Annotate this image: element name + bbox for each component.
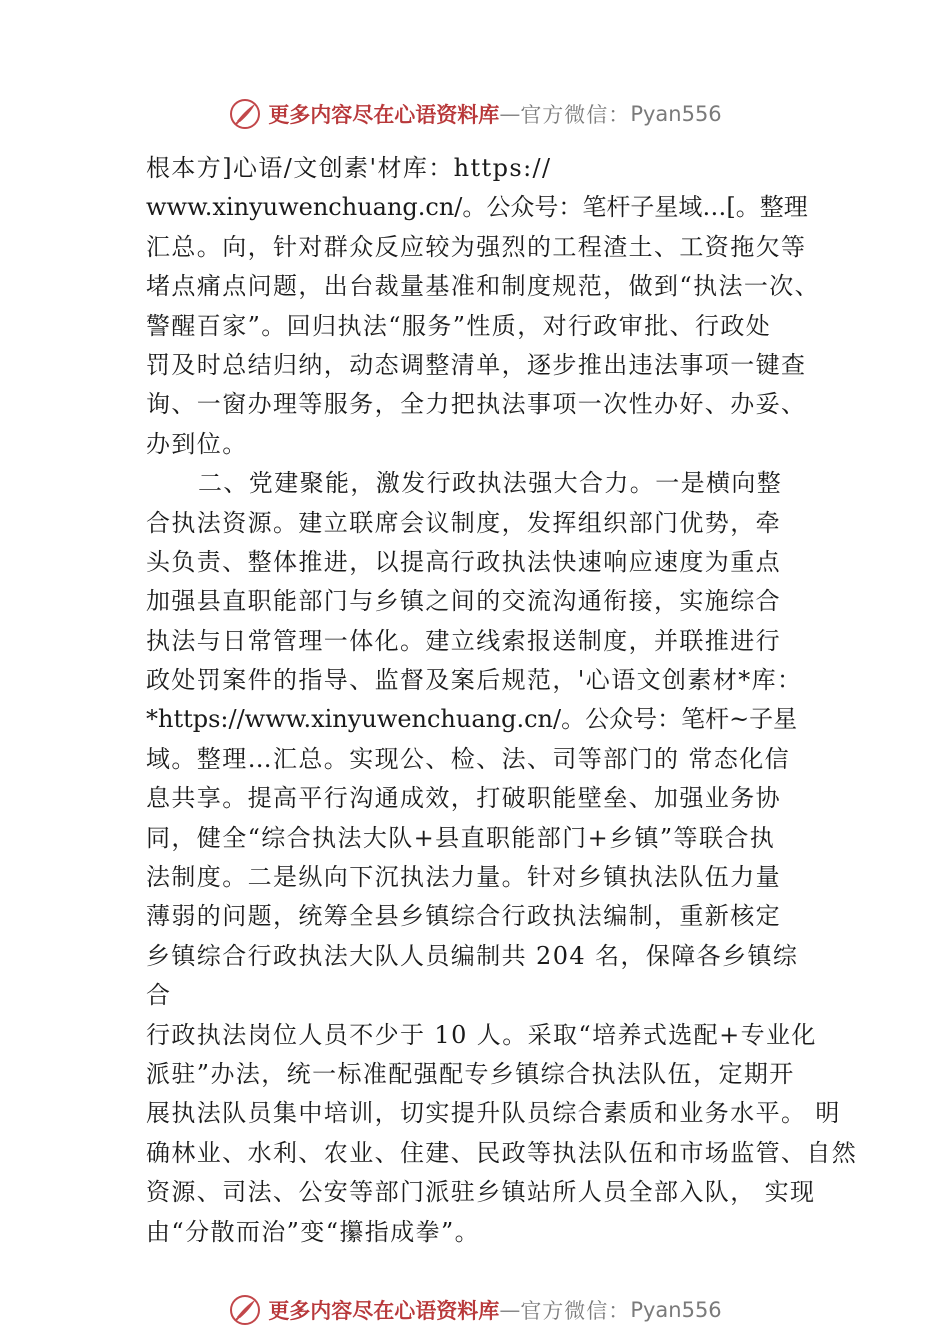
banner-dash: —: [499, 102, 521, 126]
footer-watermark-banner: [0, 1290, 950, 1330]
text-line: 派驻”办法，统一标准配强配专乡镇综合执法队伍，定期开: [146, 1059, 795, 1088]
text-line: 堵点痛点问题，出台裁量基准和制度规范，做到“执法一次、: [146, 272, 821, 301]
text-line: 汇总。向，针对群众反应较为强烈的工程渣土、工资拖欠等: [146, 232, 807, 261]
text-line: 乡镇综合行政执法大队人员编制共 204 名，保障各乡镇综: [146, 941, 799, 970]
text-line: 法制度。二是纵向下沉执法力量。针对乡镇执法队伍力量: [146, 863, 781, 892]
quill-seal-icon: [228, 1293, 262, 1327]
text-line: 展执法队员集中培训，切实提升队员综合素质和业务水平。 明: [146, 1099, 841, 1128]
text-line: 根本方]心语/文创素'材库：https://: [146, 154, 552, 182]
text-line: 息共享。提高平行沟通成效，打破职能壁垒、加强业务协: [146, 784, 781, 813]
text-line: 罚及时总结归纳，动态调整清单，逐步推出违法事项一键查: [146, 350, 807, 379]
banner-title: 更多内容尽在心语资料库: [268, 103, 500, 127]
text-line: 合执法资源。建立联席会议制度，发挥组织部门优势，牵: [146, 508, 781, 537]
text-line: 行政执法岗位人员不少于 10 人。采取“培养式选配+专业化: [146, 1020, 817, 1049]
text-line: *https://www.xinyuwenchuang.cn/。公众号：笔杆~子星: [146, 705, 798, 734]
text-line: www.xinyuwenchuang.cn/。公众号：笔杆子星域…[。整理: [146, 193, 808, 222]
text-line: 警醒百家”。回归执法“服务”性质，对行政审批、行政处: [146, 311, 772, 340]
banner-wechat-label: 官方微信：: [520, 1299, 631, 1323]
text-line: 资源、司法、公安等部门派驻乡镇站所人员全部入队， 实现: [146, 1178, 816, 1207]
text-line: 确林业、水利、农业、住建、民政等执法队伍和市场监管、自然: [146, 1138, 858, 1167]
document-body: [146, 149, 858, 1252]
text-line: 询、一窗办理等服务，全力把执法事项一次性办好、办妥、: [146, 390, 807, 419]
text-line: 薄弱的问题，统筹全县乡镇综合行政执法编制，重新核定: [146, 902, 781, 931]
banner-wechat-label: 官方微信：: [520, 103, 631, 127]
banner-dash: —: [499, 1298, 521, 1322]
text-line: 由“分散而治”变“攥指成拳”。: [146, 1217, 481, 1246]
section-heading-line: 二、党建聚能，激发行政执法强大合力。一是横向整: [198, 469, 783, 498]
text-line: 合: [146, 981, 172, 1010]
text-line: 同，健全“综合执法大队+县直职能部门+乡镇”等联合执: [146, 823, 776, 852]
text-line: 执法与日常管理一体化。建立线索报送制度，并联推进行: [146, 626, 781, 655]
text-line: 加强县直职能部门与乡镇之间的交流沟通衔接，实施综合: [146, 587, 781, 616]
text-line: 域。整理…汇总。实现公、检、法、司等部门的 常态化信: [146, 744, 791, 773]
banner-wechat-id: Pyan556: [630, 102, 722, 126]
text-line: 头负责、整体推进，以提高行政执法快速响应速度为重点: [146, 547, 781, 576]
banner-title: 更多内容尽在心语资料库: [268, 1299, 500, 1323]
text-line: 政处罚案件的指导、监督及案后规范，'心语文创素材*库：: [146, 666, 803, 695]
text-line: 办到位。: [146, 429, 248, 458]
header-watermark-banner: [0, 94, 950, 134]
banner-wechat-id: Pyan556: [630, 1298, 722, 1322]
quill-seal-icon: [228, 97, 262, 131]
